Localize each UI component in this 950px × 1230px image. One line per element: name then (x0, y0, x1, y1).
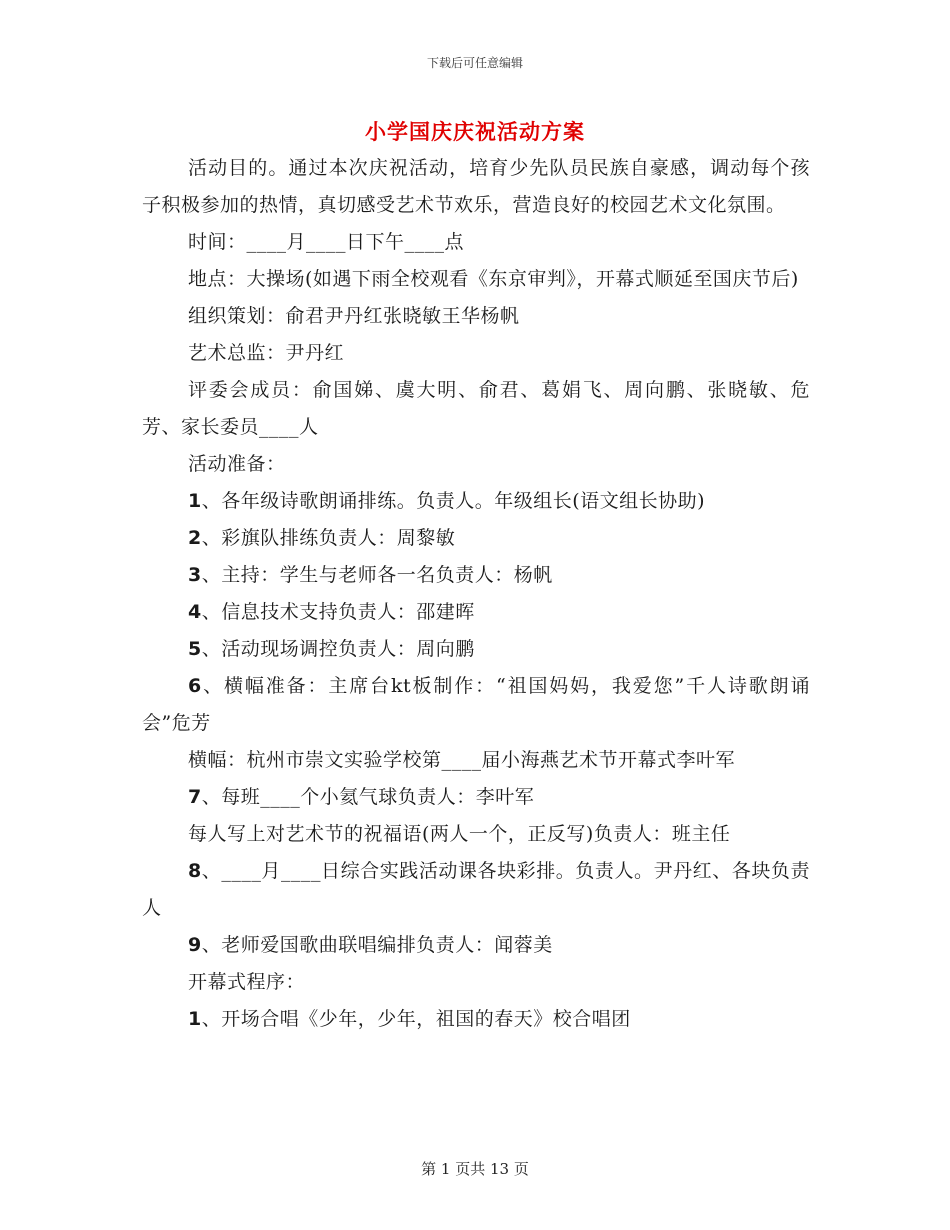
paragraph (142, 446, 810, 483)
paragraph-text: 艺术总监：尹丹红 (188, 342, 345, 364)
paragraph-text: 地点：大操场(如遇下雨全校观看《东京审判》，开幕式顺延至国庆节后) (188, 268, 799, 290)
paragraph-text: 、信息技术支持负责人：邵建晖 (201, 601, 475, 623)
list-item (142, 483, 810, 520)
item-number: 6 (188, 675, 202, 697)
paragraph-text: 、各年级诗歌朗诵排练。负责人。年级组长(语文组长协助) (201, 490, 706, 512)
paragraph (142, 964, 810, 1001)
paragraph (142, 742, 810, 779)
paragraph (142, 816, 810, 853)
paragraph-text: 组织策划：俞君尹丹红张晓敏王华杨帆 (188, 305, 520, 327)
paragraph-text: 、每班____个小氦气球负责人：李叶军 (201, 786, 535, 808)
paragraph-text: 横幅：杭州市崇文实验学校第____届小海燕艺术节开幕式李叶军 (188, 749, 736, 771)
list-item (142, 520, 810, 557)
paragraph (142, 298, 810, 335)
item-number: 7 (188, 786, 202, 808)
paragraph-text: 、老师爱国歌曲联唱编排负责人：闻蓉美 (201, 934, 553, 956)
paragraph-text: 、横幅准备：主席台kt板制作：“祖国妈妈，我爱您”千人诗歌朗诵会”危芳 (142, 675, 810, 734)
list-item (142, 631, 810, 668)
document-body (142, 150, 810, 1038)
item-number: 1 (188, 1008, 202, 1030)
item-number: 5 (188, 638, 202, 660)
item-number: 9 (188, 934, 202, 956)
item-number: 1 (188, 490, 202, 512)
item-number: 3 (188, 564, 202, 586)
paragraph-text: 、主持：学生与老师各一名负责人：杨帆 (201, 564, 553, 586)
paragraph (142, 335, 810, 372)
item-number: 8 (188, 860, 202, 882)
paragraph-text: 活动目的。通过本次庆祝活动，培育少先队员民族自豪感，调动每个孩子积极参加的热情，真切感受艺术节欢乐，营造良好的校园艺术文化氛围。 (142, 157, 810, 216)
paragraph (142, 150, 810, 224)
paragraph-text: 时间：____月____日下午____点 (188, 231, 465, 253)
document-title: 小学国庆庆祝活动方案 (365, 119, 585, 144)
list-item (142, 557, 810, 594)
paragraph-text: 每人写上对艺术节的祝福语(两人一个，正反写)负责人：班主任 (188, 823, 731, 845)
list-item (142, 853, 810, 927)
paragraph-text: 、____月____日综合实践活动课各块彩排。负责人。尹丹红、各块负责人 (142, 860, 810, 919)
header-note: 下载后可任意编辑 (426, 56, 523, 70)
list-item (142, 594, 810, 631)
item-number: 4 (188, 601, 202, 623)
paragraph (142, 261, 810, 298)
list-item (142, 668, 810, 742)
paragraph-text: 、开场合唱《少年，少年，祖国的春天》校合唱团 (201, 1008, 631, 1030)
list-item (142, 1001, 810, 1038)
paragraph-text: 评委会成员：俞国娣、虞大明、俞君、葛娟飞、周向鹏、张晓敏、危芳、家长委员____人 (142, 379, 810, 438)
paragraph-text: 、彩旗队排练负责人：周黎敏 (201, 527, 456, 549)
paragraph (142, 372, 810, 446)
page-footer: 第 1 页共 13 页 (421, 1160, 529, 1178)
paragraph-text: 、活动现场调控负责人：周向鹏 (201, 638, 475, 660)
list-item (142, 779, 810, 816)
item-number: 2 (188, 527, 202, 549)
paragraph (142, 224, 810, 261)
list-item (142, 927, 810, 964)
paragraph-text: 开幕式程序： (188, 971, 306, 993)
paragraph-text: 活动准备： (188, 453, 286, 475)
